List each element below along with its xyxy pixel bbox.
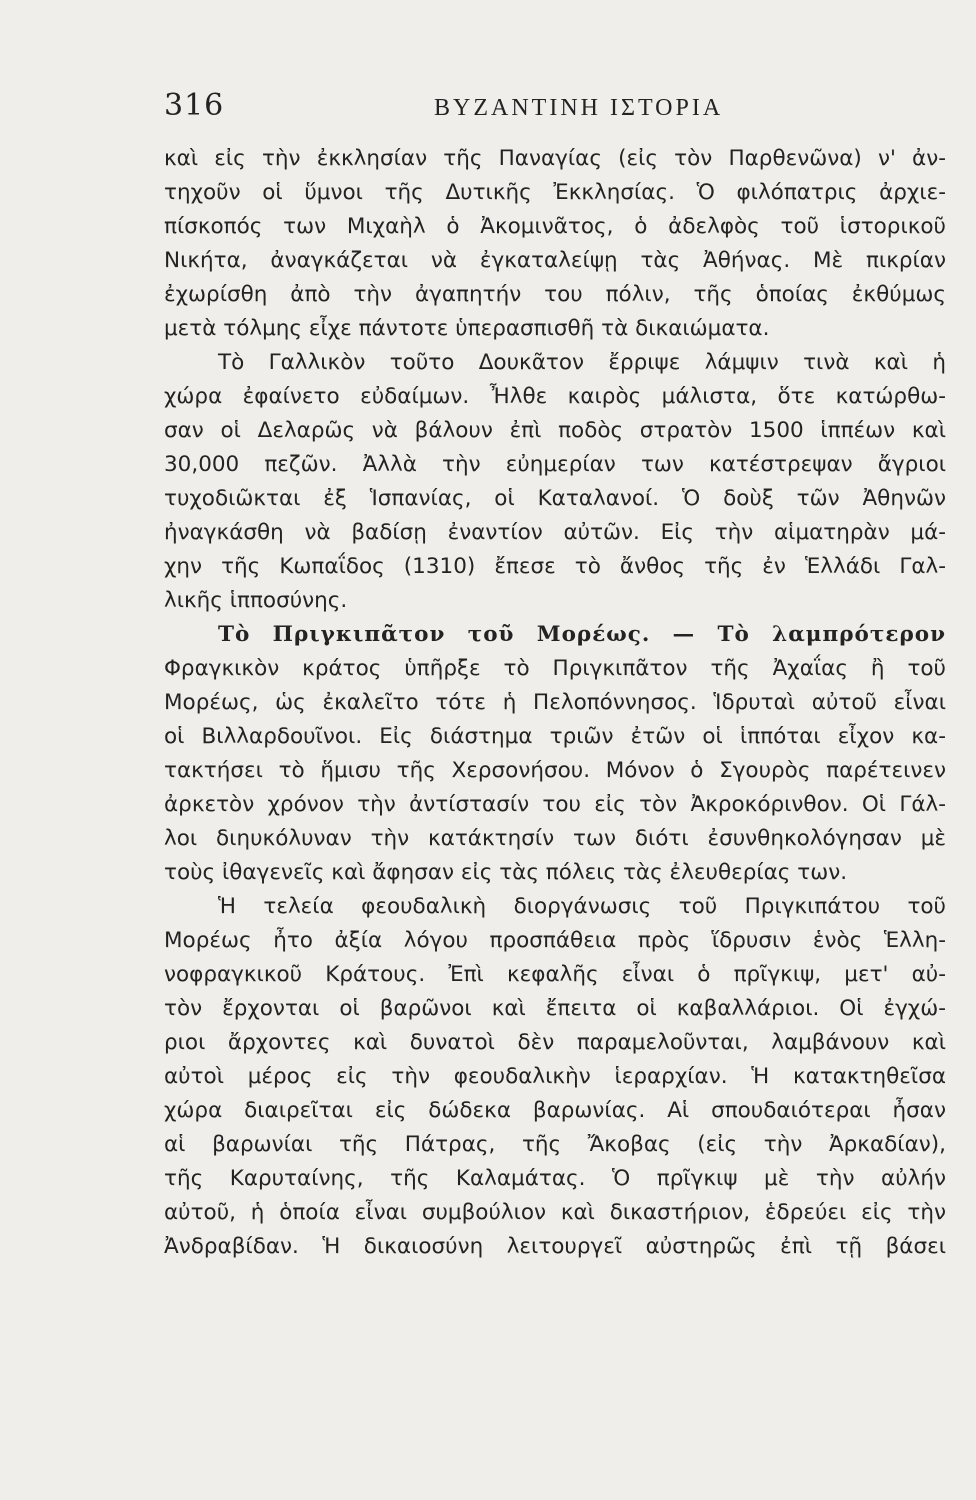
text-line: Μορέως ἦτο ἀξία λόγου προσπάθεια πρὸς ἵδρυσιν ἑνὸς Ἑλλη- — [164, 928, 946, 953]
text-line: πίσκοπός των Μιχαὴλ ὁ Ἀκομινᾶτος, ὁ ἀδελφὸς τοῦ ἱστορικοῦ — [164, 214, 946, 239]
text-line: Φραγκικὸν κράτος ὑπῆρξε τὸ Πριγκιπᾶτον τῆς Ἀχαΐας ἢ τοῦ — [164, 656, 946, 681]
text-line: ἐχωρίσθη ἀπὸ τὴν ἀγαπητήν του πόλιν, τῆς ὁποίας ἐκθύμως — [164, 282, 946, 307]
text-line: τηχοῦν οἱ ὕμνοι τῆς Δυτικῆς Ἐκκλησίας. Ὁ φιλόπατρις ἀρχιε- — [164, 180, 946, 205]
text-line: ριοι ἄρχοντες καὶ δυνατοὶ δὲν παραμελοῦνται, λαμβάνουν καὶ — [164, 1030, 946, 1055]
text-line: αἱ βαρωνίαι τῆς Πάτρας, τῆς Ἄκοβας (εἰς τὴν Ἀρκαδίαν), — [164, 1132, 946, 1157]
text-line: τὸν ἔρχονται οἱ βαρῶνοι καὶ ἔπειτα οἱ καβαλλάριοι. Οἱ ἐγχώ- — [164, 996, 946, 1021]
text-line: αὐτοῦ, ἡ ὁποία εἶναι συμβούλιον καὶ δικαστήριον, ἑδρεύει εἰς τὴν — [164, 1200, 946, 1225]
text-line: λοι διηυκόλυναν τὴν κατάκτησίν των διότι ἐσυνθηκολόγησαν μὲ — [164, 826, 946, 851]
text-line: τοὺς ἰθαγενεῖς καὶ ἄφησαν εἰς τὰς πόλεις τὰς ἐλευθερίας των. — [164, 860, 848, 885]
text-line: αὐτοὶ μέρος εἰς τὴν φεουδαλικὴν ἱεραρχίαν. Ἡ κατακτηθεῖσα — [164, 1064, 946, 1089]
text-line: τακτήσει τὸ ἥμισυ τῆς Χερσονήσου. Μόνον ὁ Σγουρὸς παρέτεινεν — [164, 758, 946, 783]
text-line: μετὰ τόλμης εἶχε πάντοτε ὑπερασπισθῆ τὰ δικαιώματα. — [164, 316, 770, 341]
text-line: τῆς Καρυταίνης, τῆς Καλαμάτας. Ὁ πρῖγκιψ μὲ τὴν αὐλήν — [164, 1166, 946, 1191]
text-line: 30,000 πεζῶν. Ἀλλὰ τὴν εὐημερίαν των κατέστρεψαν ἄγριοι — [164, 452, 946, 477]
text-line: οἱ Βιλλαρδουῖνοι. Εἰς διάστημα τριῶν ἐτῶν οἱ ἱππόται εἶχον κα- — [164, 724, 946, 749]
text-line: Τὸ Γαλλικὸν τοῦτο Δουκᾶτον ἔρριψε λάμψιν τινὰ καὶ ἡ — [218, 350, 946, 375]
text-line: σαν οἱ Δελαρῶς νὰ βάλουν ἐπὶ ποδὸς στρατὸν 1500 ἱππέων καὶ — [164, 418, 946, 443]
text-line: Ἡ τελεία φεουδαλικὴ διοργάνωσις τοῦ Πριγκιπάτου τοῦ — [218, 894, 946, 919]
text-line: χώρα ἐφαίνετο εὐδαίμων. Ἦλθε καιρὸς μάλιστα, ὅτε κατώρθω- — [164, 384, 946, 409]
running-head: ΒΥΖΑΝΤΙΝΗ ΙΣΤΟΡΙΑ — [434, 95, 724, 121]
text-line: Ἀνδραβίδαν. Ἡ δικαιοσύνη λειτουργεῖ αὐστηρῶς ἐπὶ τῇ βάσει — [164, 1234, 946, 1259]
section-heading-line: Τὸ Πριγκιπᾶτον τοῦ Μορέως. — Τὸ λαμπρότερον — [218, 622, 946, 647]
text-line: χην τῆς Κωπαΐδος (1310) ἔπεσε τὸ ἄνθος τῆς ἐν Ἑλλάδι Γαλ- — [164, 554, 946, 579]
text-line: ἠναγκάσθη νὰ βαδίσῃ ἐναντίον αὐτῶν. Εἰς τὴν αἱματηρὰν μά- — [164, 520, 946, 545]
body-text — [164, 142, 946, 1264]
text-line: νοφραγκικοῦ Κράτους. Ἐπὶ κεφαλῆς εἶναι ὁ πρῖγκιψ, μετ' αὐ- — [164, 962, 946, 987]
text-line: Νικήτα, ἀναγκάζεται νὰ ἐγκαταλείψῃ τὰς Ἀθήνας. Μὲ πικρίαν — [164, 248, 946, 273]
page-header — [164, 88, 946, 140]
text-line: καὶ εἰς τὴν ἐκκλησίαν τῆς Παναγίας (εἰς τὸν Παρθενῶνα) ν' ἀν- — [164, 146, 946, 171]
text-line: λικῆς ἱπποσύνης. — [164, 588, 348, 613]
page-number: 316 — [164, 88, 225, 123]
text-line: τυχοδιῶκται ἐξ Ἱσπανίας, οἱ Καταλανοί. Ὁ δοὺξ τῶν Ἀθηνῶν — [164, 486, 946, 511]
text-line: Μορέως, ὡς ἐκαλεῖτο τότε ἡ Πελοπόννησος. Ἱδρυταὶ αὐτοῦ εἶναι — [164, 690, 946, 715]
text-line: ἀρκετὸν χρόνον τὴν ἀντίστασίν του εἰς τὸν Ἀκροκόρινθον. Οἱ Γάλ- — [164, 792, 946, 817]
text-line: χώρα διαιρεῖται εἰς δώδεκα βαρωνίας. Αἱ σπουδαιότεραι ἦσαν — [164, 1098, 946, 1123]
